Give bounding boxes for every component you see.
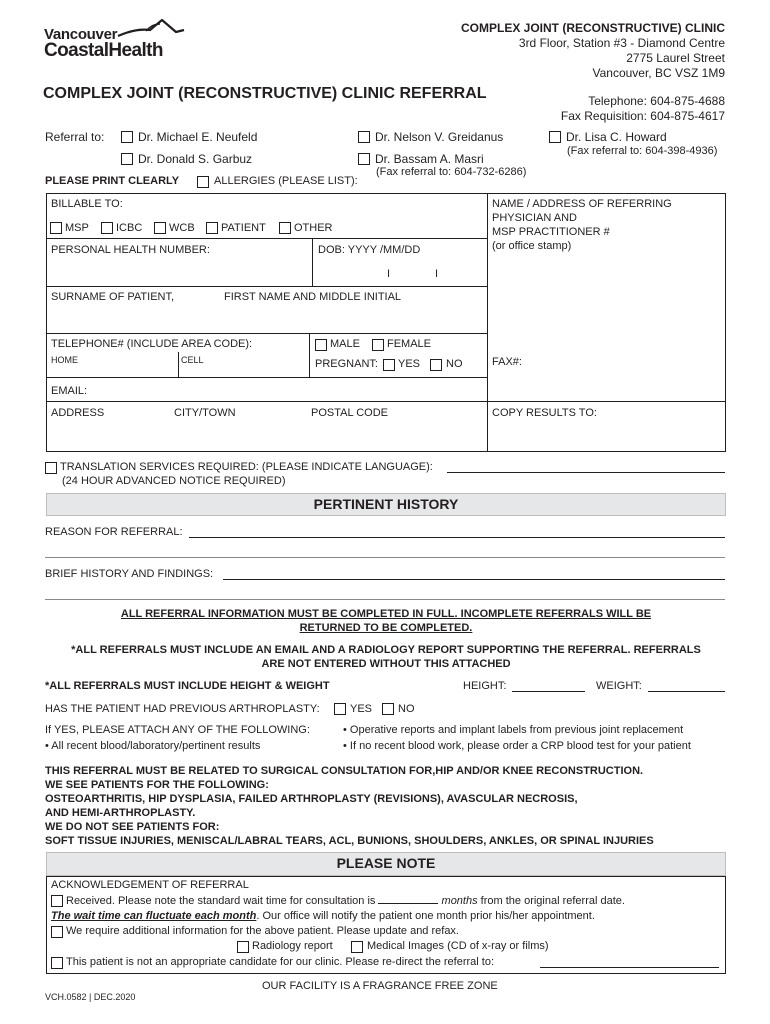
clinic-address1: 3rd Floor, Station #3 - Diamond Centre xyxy=(518,36,725,50)
postal-label: POSTAL CODE xyxy=(311,407,389,419)
reason-line-2[interactable] xyxy=(45,557,725,558)
allergies-checkbox[interactable] xyxy=(197,176,209,188)
physician-line3: MSP PRACTITIONER # xyxy=(492,226,610,238)
wait-text xyxy=(51,910,595,922)
radiology-label: Radiology report xyxy=(252,940,333,952)
not-candidate-text: This patient is not an appropriate candidate for our clinic. Please re-direct the referral to: xyxy=(66,956,495,968)
logo-line1: Vancouver xyxy=(44,26,118,43)
scope-line4: AND HEMI-ARTHROPLASTY. xyxy=(45,807,196,819)
bullet-crp: • If no recent blood work, please order a CRP blood test for your patient xyxy=(343,740,691,752)
translation-note: (24 HOUR ADVANCED NOTICE REQUIRED) xyxy=(62,475,286,487)
scope-line5: WE DO NOT SEE PATIENTS FOR: xyxy=(45,821,220,833)
pregnant-yes: YES xyxy=(398,358,421,370)
dob-sep2: I xyxy=(435,268,439,280)
received-text xyxy=(66,894,625,907)
complete-notice-1: ALL REFERRAL INFORMATION MUST BE COMPLETED IN FULL. INCOMPLETE REFERRALS WILL BE xyxy=(120,608,652,620)
allergies-label: ALLERGIES (PLEASE LIST): xyxy=(214,175,358,187)
brief-line[interactable] xyxy=(223,579,725,580)
clinic-address3: Vancouver, BC VSZ 1M9 xyxy=(592,66,725,80)
row-line xyxy=(46,238,487,239)
fragrance-free: OUR FACILITY IS A FRAGRANCE FREE ZONE xyxy=(262,980,498,992)
received-a: Received. Please note the standard wait time for consultation is xyxy=(66,895,376,907)
wait-b: . Our office will notify the patient one month prior his/her appointment. xyxy=(256,910,595,922)
phn-label: PERSONAL HEALTH NUMBER: xyxy=(51,244,210,256)
billing-icbc-checkbox[interactable] xyxy=(101,222,113,234)
translation-checkbox[interactable] xyxy=(45,462,57,474)
wait-a: The wait time can fluctuate each month xyxy=(51,910,257,922)
arthroplasty-yes-checkbox[interactable] xyxy=(334,703,346,715)
vch-logo xyxy=(44,18,184,62)
reason-line[interactable] xyxy=(189,537,725,538)
divider xyxy=(312,238,313,286)
scope-line6: SOFT TISSUE INJURIES, MENISCAL/LABRAL TEARS, ACL, BUNIONS, SHOULDERS, ANKLES, OR SPINAL INJURIES xyxy=(45,835,654,847)
billing-msp: MSP xyxy=(65,222,89,234)
surname-label: SURNAME OF PATIENT, xyxy=(51,291,175,303)
weight-label: WEIGHT: xyxy=(596,680,642,692)
medical-images-label: Medical Images (CD of x-ray or films) xyxy=(367,940,549,952)
received-c: from the original referral date. xyxy=(480,895,625,907)
physician-line1: NAME / ADDRESS OF REFERRING xyxy=(492,198,672,210)
print-clearly: PLEASE PRINT CLEARLY xyxy=(45,175,180,187)
brief-line-2[interactable] xyxy=(45,599,725,600)
doctor-howard: Dr. Lisa C. Howard xyxy=(566,130,667,144)
weight-line[interactable] xyxy=(648,691,725,692)
brief-label: BRIEF HISTORY AND FINDINGS: xyxy=(45,568,214,580)
pregnant-no: NO xyxy=(446,358,463,370)
howard-checkbox[interactable] xyxy=(549,131,561,143)
logo-line2: CoastalHealth xyxy=(44,40,163,61)
howard-fax: (Fax referral to: 604-398-4936) xyxy=(567,145,718,157)
dob-label: DOB: YYYY /MM/DD xyxy=(318,244,421,256)
email-label: EMAIL: xyxy=(51,385,88,397)
additional-checkbox[interactable] xyxy=(51,926,63,938)
months-blank[interactable] xyxy=(378,894,438,904)
garbuz-checkbox[interactable] xyxy=(121,153,133,165)
row-line xyxy=(46,401,726,402)
telephone-label: TELEPHONE# (INCLUDE AREA CODE): xyxy=(51,338,253,350)
billing-other-checkbox[interactable] xyxy=(279,222,291,234)
height-label: HEIGHT: xyxy=(463,680,507,692)
divider xyxy=(178,352,179,377)
row-line xyxy=(46,377,487,378)
received-checkbox[interactable] xyxy=(51,895,63,907)
female-label: FEMALE xyxy=(387,338,432,350)
greidanus-checkbox[interactable] xyxy=(358,131,370,143)
physician-line4: (or office stamp) xyxy=(492,240,572,252)
masri-checkbox[interactable] xyxy=(358,153,370,165)
ack-label: ACKNOWLEDGEMENT OF REFERRAL xyxy=(51,879,249,891)
radiology-notice-2: ARE NOT ENTERED WITHOUT THIS ATTACHED xyxy=(261,658,511,670)
billing-wcb-checkbox[interactable] xyxy=(154,222,166,234)
scope-line3: OSTEOARTHRITIS, HIP DYSPLASIA, FAILED ARTHROPLASTY (REVISIONS), AVASCULAR NECROSIS, xyxy=(45,793,578,805)
billing-other: OTHER xyxy=(294,222,333,234)
not-candidate-checkbox[interactable] xyxy=(51,957,63,969)
doctor-garbuz: Dr. Donald S. Garbuz xyxy=(138,152,253,166)
form-title: COMPLEX JOINT (RECONSTRUCTIVE) CLINIC REFERRAL xyxy=(43,85,487,102)
cell-label: CELL xyxy=(181,355,204,365)
clinic-address2: 2775 Laurel Street xyxy=(626,51,725,65)
radiology-checkbox[interactable] xyxy=(237,941,249,953)
if-yes-label: If YES, PLEASE ATTACH ANY OF THE FOLLOWING: xyxy=(45,724,310,736)
billing-icbc: ICBC xyxy=(116,222,143,234)
billing-msp-checkbox[interactable] xyxy=(50,222,62,234)
please-note-heading: PLEASE NOTE xyxy=(336,855,436,871)
arthroplasty-yes: YES xyxy=(350,703,373,715)
scope-line1: THIS REFERRAL MUST BE RELATED TO SURGICAL CONSULTATION FOR,HIP AND/OR KNEE RECONSTRUCTION. xyxy=(45,765,644,777)
doctor-masri: Dr. Bassam A. Masri xyxy=(375,152,484,166)
divider xyxy=(309,333,310,377)
radiology-notice-1: *ALL REFERRALS MUST INCLUDE AN EMAIL AND A RADIOLOGY REPORT SUPPORTING THE REFERRAL. REFERRALS xyxy=(71,644,701,656)
fax-label: FAX#: xyxy=(492,356,522,368)
female-checkbox[interactable] xyxy=(372,339,384,351)
masri-fax: (Fax referral to: 604-732-6286) xyxy=(376,166,527,178)
clinic-name: COMPLEX JOINT (RECONSTRUCTIVE) CLINIC xyxy=(460,21,725,35)
translation-line[interactable] xyxy=(447,472,725,473)
row-line xyxy=(46,333,487,334)
doctor-greidanus: Dr. Nelson V. Greidanus xyxy=(375,130,504,144)
doctor-neufeld: Dr. Michael E. Neufeld xyxy=(138,130,258,144)
mountain-logo-icon xyxy=(116,18,186,40)
complete-notice-2: RETURNED TO BE COMPLETED. xyxy=(299,622,473,634)
pertinent-history-heading: PERTINENT HISTORY xyxy=(313,496,459,512)
row-line xyxy=(46,286,487,287)
billing-wcb: WCB xyxy=(169,222,195,234)
dob-sep1: I xyxy=(387,268,391,280)
additional-text: We require additional information for the above patient. Please update and refax. xyxy=(66,925,459,937)
physician-line2: PHYSICIAN AND xyxy=(492,212,577,224)
pregnant-yes-checkbox[interactable] xyxy=(383,359,395,371)
scope-line2: WE SEE PATIENTS FOR THE FOLLOWING: xyxy=(45,779,269,791)
arthroplasty-no-checkbox[interactable] xyxy=(382,703,394,715)
form-code: VCH.0582 | DEC.2020 xyxy=(45,992,136,1002)
translation-label: TRANSLATION SERVICES REQUIRED: (PLEASE INDICATE LANGUAGE): xyxy=(60,461,433,473)
referral-label: Referral to: xyxy=(45,130,105,144)
arthroplasty-no: NO xyxy=(398,703,415,715)
divider xyxy=(487,193,488,452)
clinic-fax: Fax Requisition: 604-875-4617 xyxy=(560,109,725,123)
pregnant-label: PREGNANT: xyxy=(315,358,378,370)
male-label: MALE xyxy=(330,338,360,350)
billing-patient-checkbox[interactable] xyxy=(206,222,218,234)
arthroplasty-question: HAS THE PATIENT HAD PREVIOUS ARTHROPLASTY: xyxy=(45,703,320,715)
clinic-telephone: Telephone: 604-875-4688 xyxy=(588,94,725,108)
pregnant-no-checkbox[interactable] xyxy=(430,359,442,371)
copy-results-label: COPY RESULTS TO: xyxy=(492,407,597,419)
medical-images-checkbox[interactable] xyxy=(351,941,363,953)
received-b: months xyxy=(441,895,478,907)
bullet-operative: • Operative reports and implant labels from previous joint replacement xyxy=(343,724,684,736)
billing-patient: PATIENT xyxy=(221,222,266,234)
city-label: CITY/TOWN xyxy=(174,407,236,419)
reason-label: REASON FOR REFERRAL: xyxy=(45,526,183,538)
height-weight-notice: *ALL REFERRALS MUST INCLUDE HEIGHT & WEIGHT xyxy=(45,680,330,692)
address-label: ADDRESS xyxy=(51,407,105,419)
male-checkbox[interactable] xyxy=(315,339,327,351)
bullet-blood: • All recent blood/laboratory/pertinent results xyxy=(45,740,261,752)
first-name-label: FIRST NAME AND MIDDLE INITIAL xyxy=(224,291,402,303)
billable-to: BILLABLE TO: xyxy=(51,198,123,210)
height-line[interactable] xyxy=(512,691,585,692)
redirect-line[interactable] xyxy=(540,967,719,968)
neufeld-checkbox[interactable] xyxy=(121,131,133,143)
home-label: HOME xyxy=(51,355,78,365)
